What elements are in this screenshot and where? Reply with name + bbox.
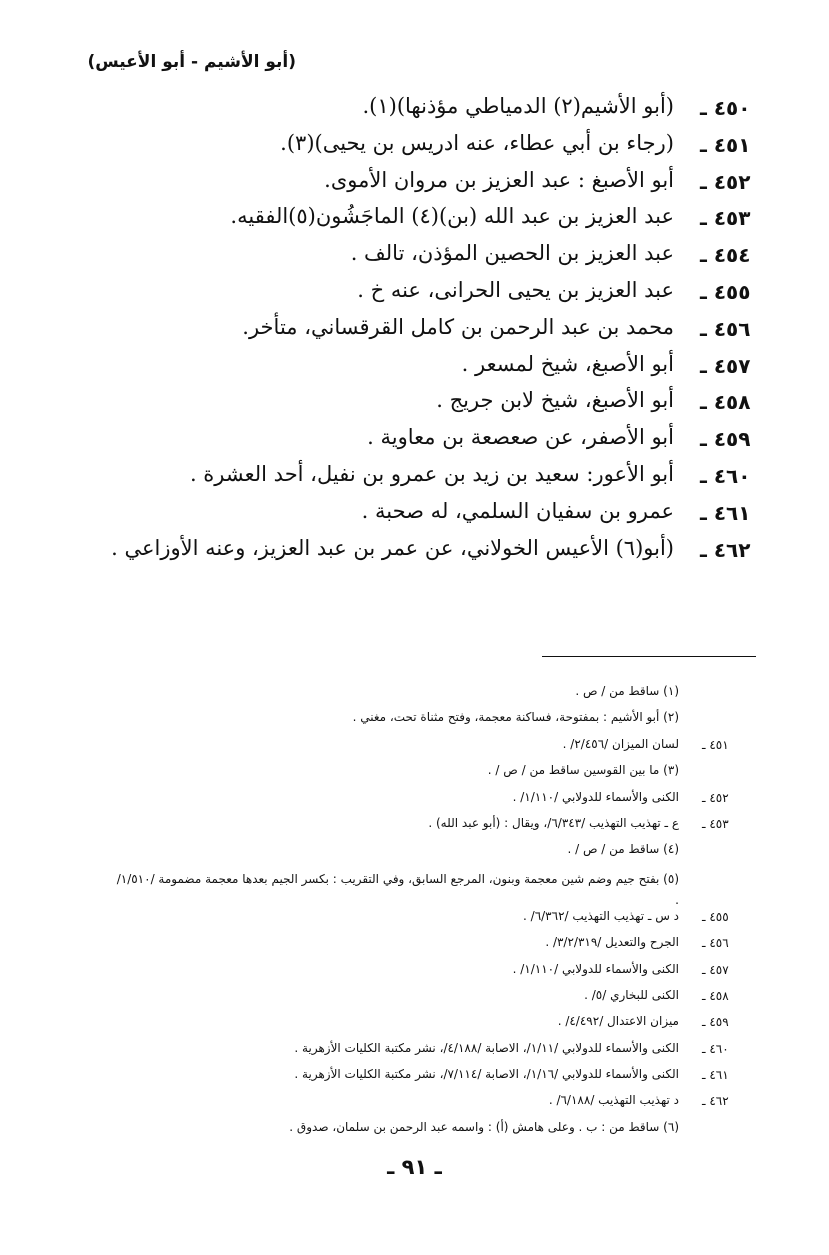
entry-row — [0, 202, 829, 239]
footnote-text: الكنى والأسماء للدولابي /١/١١/، الاصابة /٤/١٨٨/، نشر مكتبة الكليات الأزهرية . — [294, 1040, 679, 1055]
entry-row — [0, 460, 829, 497]
entries-list — [0, 92, 829, 570]
entry-row — [0, 166, 829, 203]
footnote-entry-number: ٤٥٦ ـ — [702, 936, 729, 951]
entry-text: محمد بن عبد الرحمن بن كامل القرقساني، متأخر. — [242, 314, 674, 339]
footnote-row — [0, 1038, 829, 1064]
entry-row — [0, 423, 829, 460]
footnote-row — [0, 787, 829, 813]
footnote-row — [0, 985, 829, 1011]
footnote-row — [0, 1117, 829, 1143]
entry-text: أبو الأعور: سعيد بن زيد بن عمرو بن نفيل، أحد العشرة . — [189, 461, 674, 486]
entry-number: ٤٥٦ ـ — [700, 316, 751, 341]
footnote-text: (٢) أبو الأشيم : بمفتوحة، فساكنة معجمة، وفتح مثناة تحت، مغني . — [352, 710, 679, 725]
footnote-divider — [542, 656, 756, 657]
footnote-row — [0, 813, 829, 839]
footnote-text: ميزان الاعتدال /٤/٤٩٢/ . — [557, 1014, 679, 1029]
entry-number: ٤٦٢ ـ — [700, 537, 751, 562]
footnote-row — [0, 1011, 829, 1037]
footnote-row — [0, 760, 829, 786]
footnote-text: الجرح والتعديل /٣/٢/٣١٩/ . — [545, 935, 679, 950]
footnote-text: (٦) ساقط من : ب . وعلى هامش (أ) : واسمه عبد الرحمن بن سلمان، صدوق . — [289, 1119, 679, 1134]
footnote-row — [0, 707, 829, 733]
entry-number: ٤٥٥ ـ — [700, 279, 751, 304]
entry-number: ٤٥٨ ـ — [700, 390, 751, 415]
entry-row — [0, 350, 829, 387]
footnote-text: (١) ساقط من / ص . — [575, 684, 679, 698]
footnote-text: ع ـ تهذيب التهذيب /٦/٣٤٣/، ويقال : (أبو عبد الله) . — [428, 815, 679, 830]
entry-row — [0, 534, 829, 571]
entry-text: (أبو(٦) الأعيس الخولاني، عن عمر بن عبد العزيز، وعنه الأوزاعي . — [111, 535, 674, 560]
footnote-row — [0, 932, 829, 958]
footnote-entry-number: ٤٥٥ ـ — [702, 909, 729, 924]
page-number: ـ ٩١ ـ — [387, 1155, 442, 1179]
entry-text: (رجاء بن أبي عطاء، عنه ادريس بن يحيى)(٣). — [280, 130, 674, 155]
entry-number: ٤٦٠ ـ — [700, 463, 751, 488]
entry-number: ٤٥٤ ـ — [700, 243, 751, 268]
footnote-row — [0, 1090, 829, 1116]
footnote-entry-number: ٤٥٣ ـ — [702, 816, 729, 831]
footnote-entry-number: ٤٥٢ ـ — [702, 790, 729, 805]
entry-row — [0, 497, 829, 534]
running-header: (أبو الأشيم - أبو الأعيس) — [87, 52, 296, 72]
footnote-entry-number: ٤٦١ ـ — [702, 1068, 729, 1083]
entry-text: (أبو الأشيم(٢) الدمياطي مؤذنها)(١). — [362, 94, 674, 118]
entry-text: عبد العزيز بن يحيى الحرانى، عنه خ . — [357, 277, 674, 302]
entry-text: عمرو بن سفيان السلمي، له صحبة . — [361, 498, 674, 523]
entry-row — [0, 386, 829, 423]
entry-number: ٤٥١ ـ — [700, 132, 751, 157]
entry-row — [0, 239, 829, 276]
entry-number: ٤٥٣ ـ — [700, 206, 751, 231]
footnote-text: د تهذيب التهذيب /٦/١٨٨/ . — [548, 1093, 679, 1108]
footnote-entry-number: ٤٥٨ ـ — [702, 988, 729, 1003]
entry-text: أبو الأصبغ، شيخ لمسعر . — [461, 351, 674, 376]
footnote-row — [0, 839, 829, 865]
entry-text: عبد العزيز بن عبد الله (بن)(٤) الماجَشُون(٥)الفقيه. — [230, 204, 674, 229]
entry-row — [0, 92, 829, 129]
footnote-row — [0, 681, 829, 707]
footnote-row — [0, 1064, 829, 1090]
entry-number: ٤٥٠ ـ — [700, 96, 751, 120]
entry-row — [0, 313, 829, 350]
footnote-row — [0, 959, 829, 985]
entry-text: أبو الأصبغ : عبد العزيز بن مروان الأموى. — [324, 167, 674, 192]
footnote-text: (٣) ما بين القوسين ساقط من / ص / . — [487, 763, 679, 778]
footnote-text: الكنى والأسماء للدولابي /١/١٦/، الاصابة /٧/١١٤/، نشر مكتبة الكليات الأزهرية . — [294, 1067, 679, 1082]
footnote-entry-number: ٤٥١ ـ — [702, 737, 729, 752]
entry-number: ٤٦١ ـ — [700, 500, 751, 525]
footnote-text: (٤) ساقط من / ص / . — [567, 842, 679, 857]
entry-row — [0, 276, 829, 313]
entry-number: ٤٥٩ ـ — [700, 427, 751, 452]
footnote-text: الكنى والأسماء للدولابي /١/١١٠/ . — [512, 789, 679, 804]
footnote-row — [0, 866, 829, 906]
footnote-entry-number: ٤٦٢ ـ — [702, 1094, 729, 1109]
footnote-text: الكنى والأسماء للدولابي /١/١١٠/ . — [512, 961, 679, 976]
footnote-text: (٥) بفتح جيم وضم شين معجمة وبنون، المرجع السابق، وفي التقريب : بكسر الجيم بعدها معجمة مضمومة /١/٥١٠/ . — [116, 871, 679, 907]
footnote-text: لسان الميزان /٢/٤٥٦/ . — [562, 736, 679, 751]
entry-number: ٤٥٢ ـ — [700, 169, 751, 194]
entry-row — [0, 129, 829, 166]
footnote-text: الكنى للبخاري /٥/ . — [584, 987, 679, 1002]
entry-number: ٤٥٧ ـ — [700, 353, 751, 378]
footnote-entry-number: ٤٥٧ ـ — [702, 962, 729, 977]
footnote-row — [0, 734, 829, 760]
entry-text: عبد العزيز بن الحصين المؤذن، تالف . — [350, 241, 674, 266]
footnote-entry-number: ٤٥٩ ـ — [702, 1015, 729, 1030]
footnotes-list — [0, 681, 829, 1143]
entry-text: أبو الأصبغ، شيخ لابن جريج . — [436, 388, 674, 413]
entry-text: أبو الأصفر، عن صعصعة بن معاوية . — [367, 425, 674, 450]
footnote-row — [0, 906, 829, 932]
footnote-entry-number: ٤٦٠ ـ — [702, 1041, 729, 1056]
footnote-text: د س ـ تهذيب التهذيب /٦/٣٦٢/ . — [523, 908, 679, 923]
